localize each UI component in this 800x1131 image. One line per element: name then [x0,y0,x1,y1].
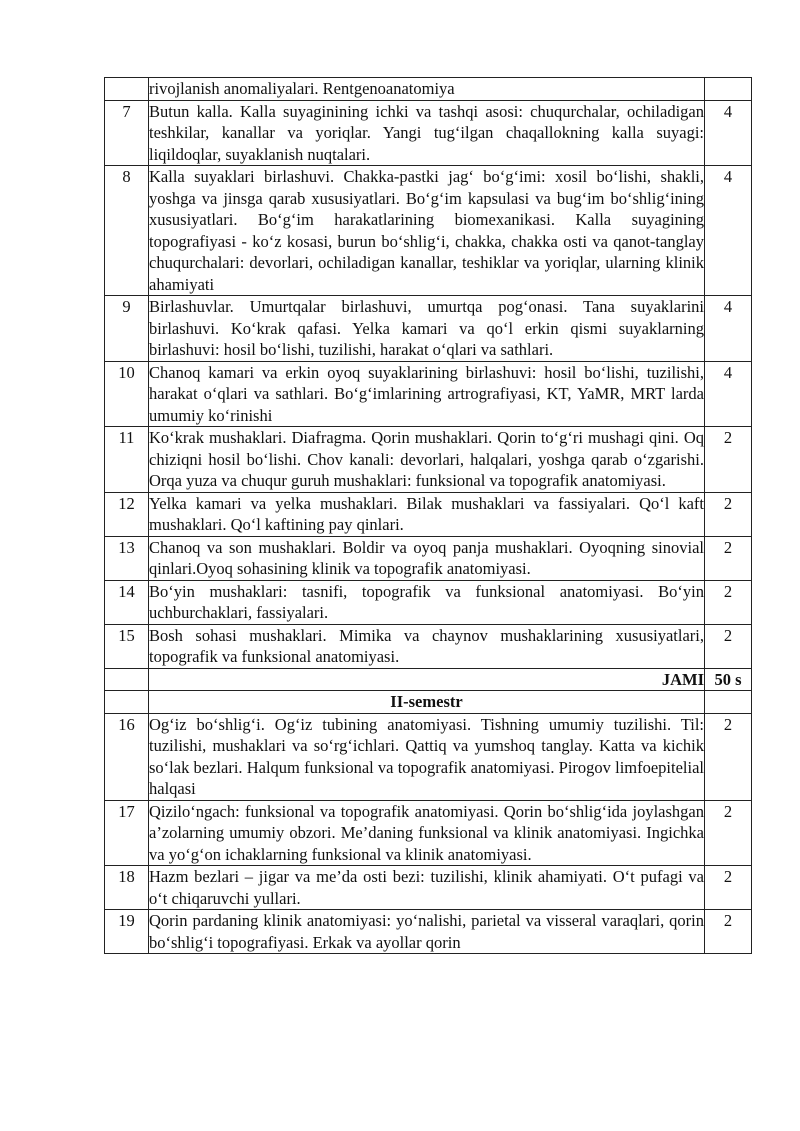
row-hours: 2 [705,536,752,580]
row-hours: 2 [705,580,752,624]
row-hours: 2 [705,624,752,668]
row-number: 12 [105,492,149,536]
row-number: 8 [105,166,149,296]
row-hours: 2 [705,427,752,493]
row-topic: Bosh sohasi mushaklari. Mimika va chaynov mushaklarining xususiyatlari, topografik va funksional anatomiyasi. [149,625,704,666]
section-title: II-semestr [149,691,705,714]
row-topic: Chanoq kamari va erkin oyoq suyaklarining birlashuvi: hosil bo‘lishi, tuzilishi, harakat o‘qlari va sathlari. Bo‘g‘imlarining artrografiyasi, KT, YaMR, MRT larda umumiy ko‘rinishi [149,362,704,425]
row-hours: 2 [705,910,752,954]
row-hours: 2 [705,713,752,800]
total-row [105,668,752,691]
table-row [105,624,752,668]
row-hours: 4 [705,100,752,166]
section-row [105,691,752,714]
row-number: 7 [105,100,149,166]
row-topic: Butun kalla. Kalla suyaginining ichki va tashqi asosi: chuqurchalar, ochiladigan teshkilar, kanallar va yoriqlar. Yangi tug‘ilgan chaqallokning kalla suyagi: liqildoqlar, suyaklanish nuqtalari. [149,101,704,164]
table-row [105,166,752,296]
section-empty-cell [705,691,752,714]
row-hours: 4 [705,166,752,296]
row-hours: 2 [705,492,752,536]
row-number: 10 [105,361,149,427]
row-number: 14 [105,580,149,624]
row-topic: Qorin pardaning klinik anatomiyasi: yo‘nalishi, parietal va visseral varaqlari, qorin bo‘shlig‘i topografiyasi. Erkak va ayollar qorin [149,911,704,952]
table-body [105,78,752,954]
row-number: 19 [105,910,149,954]
row-topic: Chanoq va son mushaklari. Boldir va oyoq panja mushaklari. Oyoqning sinovial qinlari.Oyoq sohasining klinik va topografik anatomiyasi. [149,537,704,578]
table-row [105,800,752,866]
table-row [105,713,752,800]
table-row [105,580,752,624]
table-row [105,78,752,101]
table-row [105,100,752,166]
row-topic: Yelka kamari va yelka mushaklari. Bilak mushaklari va fassiyalari. Qo‘l kaft mushaklari. Qo‘l kaftining pay qinlari. [149,493,704,534]
row-hours: 2 [705,800,752,866]
row-topic: Og‘iz bo‘shlig‘i. Og‘iz tubining anatomiyasi. Tishning umumiy tuzilishi. Til: tuzilishi, mushaklari va so‘rg‘ichlari. Qattiq va yumshoq tanglay. Katta va kichik so‘lak bezlari. Halqum funksional va topografik anatomiyasi. Pirogov limfoepitelial halqasi [149,714,704,798]
row-number: 11 [105,427,149,493]
row-hours [705,78,752,101]
table-row [105,910,752,954]
row-number: 13 [105,536,149,580]
row-number: 16 [105,713,149,800]
row-number [105,78,149,101]
table-row [105,296,752,362]
table-row [105,536,752,580]
row-number: 15 [105,624,149,668]
total-value: 50 s [705,668,752,691]
row-number: 17 [105,800,149,866]
row-number: 18 [105,866,149,910]
row-hours: 4 [705,361,752,427]
row-topic: Hazm bezlari – jigar va me’da osti bezi: tuzilishi, klinik ahamiyati. O‘t pufagi va o‘t chiqaruvchi yullari. [149,867,704,908]
row-number: 9 [105,296,149,362]
row-topic: Birlashuvlar. Umurtqalar birlashuvi, umurtqa pog‘onasi. Tana suyaklarini birlashuvi. Ko‘krak qafasi. Yelka kamari va qo‘l erkin qismi suyaklarning birlashuvi: hosil bo‘lishi, tuzilishi, harakat o‘qlari va sathlari. [149,297,704,359]
total-label: JAMI [149,668,705,691]
row-topic: Kalla suyaklari birlashuvi. Chakka-pastki jag‘ bo‘g‘imi: xosil bo‘lishi, shakli, yoshga va jinsga qarab xususiyatlari. Bo‘g‘im kapsulasi va bug‘im bo‘shlig‘ining xususiyatlari. Bo‘g‘im harakatlarining biomexanikasi. Kalla suyagining topografiyasi - ko‘z kosasi, burun bo‘shlig‘i, chakka, chakka osti va qanot-tanglay chuqurchalari: devorlari, ochiladigan kanallar, teshiklar va yoriqlar, ularning klinik ahamiyati [149,167,704,294]
table-row [105,427,752,493]
row-topic: Qizilo‘ngach: funksional va topografik anatomiyasi. Qorin bo‘shlig‘ida joylashgan a’zolarning umumiy obzori. Me’daning funksional va klinik anatomiyasi. Ingichka va yo‘g‘on ichaklarning funksional va klinik anatomiyasi. [149,801,704,864]
row-topic: Bo‘yin mushaklari: tasnifi, topografik va funksional anatomiyasi. Bo‘yin uchburchaklari, fassiyalari. [149,581,704,622]
row-topic: rivojlanish anomaliyalari. Rentgenoanatomiya [149,78,705,101]
total-empty-cell [105,668,149,691]
row-hours: 2 [705,866,752,910]
table-row [105,361,752,427]
document-page [104,77,751,954]
row-topic: Ko‘krak mushaklari. Diafragma. Qorin mushaklari. Qorin to‘g‘ri mushagi qini. Oq chiziqni hosil bo‘lishi. Chov kanali: devorlari, halqalari, yoshga qarab o‘zgarishi. Orqa yuza va chuqur guruh mushaklari: funksional va topografik anatomiyasi. [149,428,704,490]
table-row [105,866,752,910]
syllabus-table [104,77,752,954]
section-empty-cell [105,691,149,714]
row-hours: 4 [705,296,752,362]
table-row [105,492,752,536]
